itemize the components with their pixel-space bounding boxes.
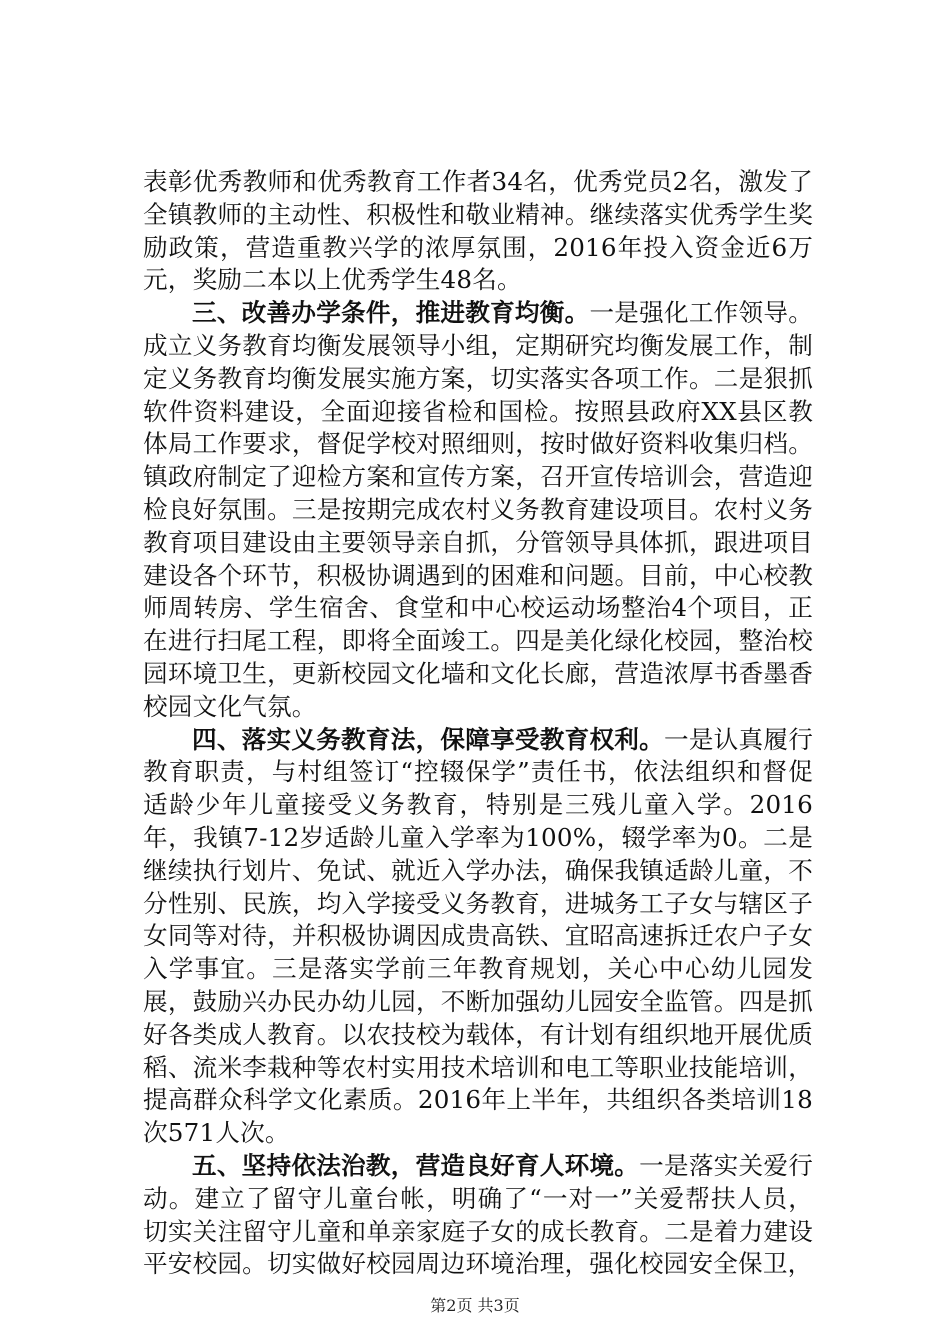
paragraph-text: 一是落实关爱行动。建立了留守儿童台帐，明确了“一对一”关爱帮扶人员，切实关注留守儿童和单亲家庭子女的成长教育。二是着力建设平安校园。切实做好校园周边环境治理，强化校园安全保卫， xyxy=(143,1150,813,1279)
paragraph-text: 一是认真履行教育职责，与村组签订“控辍保学”责任书，依法组织和督促适龄少年儿童接受义务教育，特别是三残儿童入学。2016年，我镇7-12岁适龄儿童入学率为100%，辍学率为0。二是继续执行划片、免试、就近入学办法，确保我镇适龄儿童，不分性别、民族，均入学接受义务教育，进城务工子女与辖区子女同等对待，并积极协调因成贵高铁、宜昭高速拆迁农户子女入学事宜。三是落实学前三年教育规划，关心中心幼儿园发展，鼓励兴办民办幼儿园，不断加强幼儿园安全监管。四是抓好各类成人教育。以农技校为载体，有计划有组织地开展优质稻、流米李栽种等农村实用技术培训和电工等职业技能培训，提高群众科学文化素质。2016年上半年，共组织各类培训18次571人次。 xyxy=(143,724,814,1148)
section-heading: 五、坚持依法治教，营造良好育人环境。 xyxy=(192,1150,640,1180)
paragraph-section-4 xyxy=(143,724,813,1150)
paragraph-text: 一是强化工作领导。成立义务教育均衡发展领导小组，定期研究均衡发展工作，制定义务教育均衡发展实施方案，切实落实各项工作。二是狠抓软件资料建设，全面迎接省检和国检。按照县政府XX县区教体局工作要求，督促学校对照细则，按时做好资料收集归档。镇政府制定了迎检方案和宣传方案，召开宣传培训会，营造迎检良好氛围。三是按期完成农村义务教育建设项目。农村义务教育项目建设由主要领导亲自抓，分管领导具体抓，跟进项目建设各个环节，积极协调遇到的困难和问题。目前，中心校教师周转房、学生宿舍、食堂和中心校运动场整治4个项目，正在进行扫尾工程，即将全面竣工。四是美化绿化校园，整治校园环境卫生，更新校园文化墙和文化长廊，营造浓厚书香墨香校园文化气氛。 xyxy=(143,298,813,721)
section-heading: 三、改善办学条件，推进教育均衡。 xyxy=(192,298,590,328)
section-heading: 四、落实义务教育法，保障享受教育权利。 xyxy=(192,724,664,754)
document-body xyxy=(143,166,813,1281)
paragraph-text: 表彰优秀教师和优秀教育工作者34名，优秀党员2名，激发了全镇教师的主动性、积极性和敬业精神。继续落实优秀学生奖励政策，营造重教兴学的浓厚氛围，2016年投入资金近6万元，奖励二本以上优秀学生48名。 xyxy=(143,167,813,295)
page-footer: 第2页 共3页 xyxy=(430,1296,520,1315)
paragraph-continuation xyxy=(143,166,813,297)
paragraph-section-3 xyxy=(143,297,813,723)
paragraph-section-5 xyxy=(143,1150,813,1281)
